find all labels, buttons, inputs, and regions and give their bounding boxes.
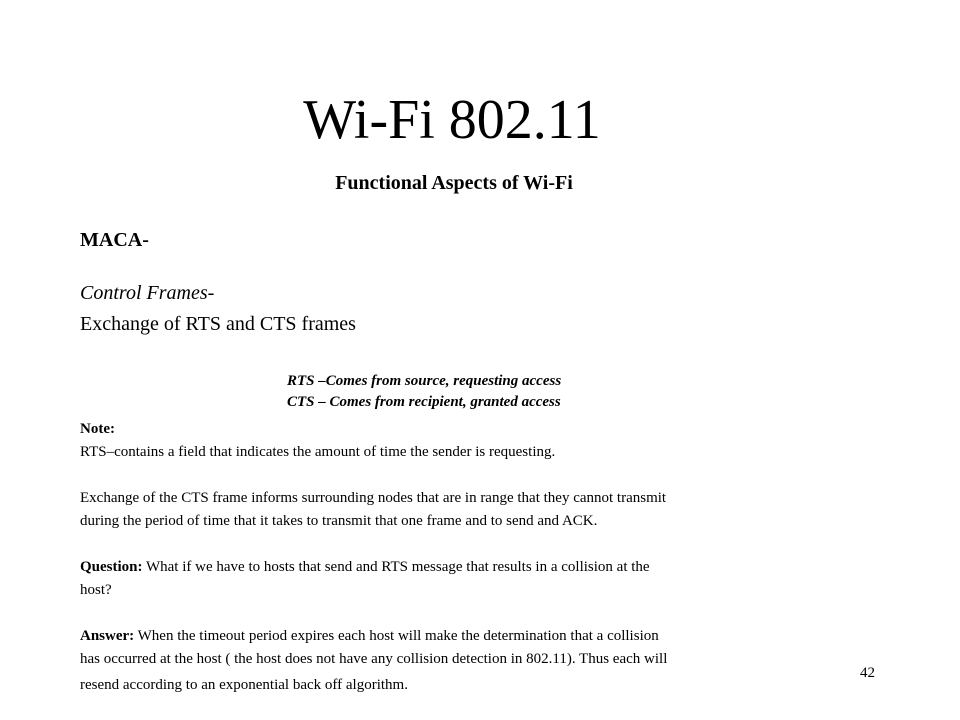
note-cts-line-2: during the period of time that it takes to transmit that one frame and to send and ACK. [80, 513, 598, 529]
rts-cts-definitions [287, 371, 561, 413]
question-text: What if we have to hosts that send and RTS message that results in a collision at the [142, 559, 650, 575]
question-label: Question: [80, 559, 143, 575]
exchange-line: Exchange of RTS and CTS frames [80, 313, 356, 335]
note-block [80, 418, 840, 697]
spacer [80, 533, 840, 556]
note-rts-text: RTS–contains a field that indicates the amount of time the sender is requesting. [80, 444, 556, 460]
note-label: Note: [80, 421, 115, 437]
question-line-1 [80, 556, 840, 579]
answer-line-3: resend according to an exponential back off algorithm. [80, 677, 408, 693]
answer-line-2: has occurred at the host ( the host does not have any collision detection in 802.11). Thus each will [80, 651, 668, 667]
answer-label: Answer: [80, 628, 135, 644]
answer-text: When the timeout period expires each host will make the determination that a collision [134, 628, 659, 644]
rts-definition: RTS –Comes from source, requesting access [287, 373, 562, 389]
spacer [80, 602, 840, 625]
spacer [80, 464, 840, 487]
slide-subtitle: Functional Aspects of Wi-Fi [335, 172, 573, 194]
note-cts-line-1: Exchange of the CTS frame informs surrounding nodes that are in range that they cannot transmit [80, 490, 667, 506]
answer-line-1 [80, 625, 840, 648]
maca-heading: MACA- [80, 229, 149, 251]
question-line-2: host? [80, 582, 112, 598]
control-frames-heading: Control Frames- [80, 282, 215, 304]
slide-title: Wi-Fi 802.11 [303, 89, 601, 151]
page-number: 42 [860, 665, 875, 681]
cts-definition: CTS – Comes from recipient, granted access [287, 394, 561, 410]
